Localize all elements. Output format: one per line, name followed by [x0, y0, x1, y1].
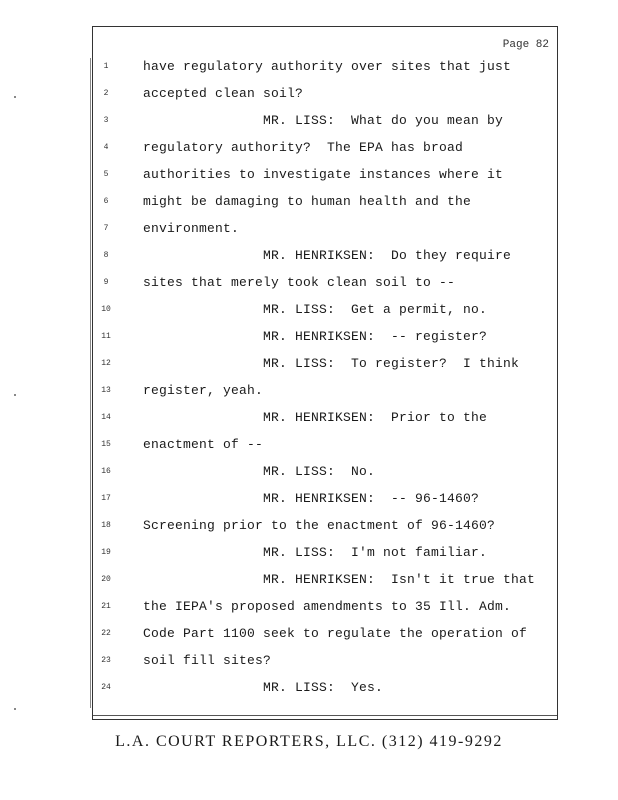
line-text: sites that merely took clean soil to -- [143, 275, 456, 290]
transcript-line [93, 464, 557, 491]
scan-speck [14, 96, 16, 98]
line-text: the IEPA's proposed amendments to 35 Ill. Adm. [143, 599, 512, 614]
line-number: 13 [101, 386, 111, 395]
page-number: Page 82 [502, 39, 549, 51]
line-number: 19 [101, 548, 111, 557]
line-number: 7 [103, 224, 109, 233]
line-number: 21 [101, 602, 111, 611]
line-text: register, yeah. [143, 383, 264, 398]
line-text: accepted clean soil? [143, 86, 304, 101]
scan-speck [14, 394, 16, 396]
transcript-line [93, 221, 557, 248]
transcript-line [93, 113, 557, 140]
transcript-line [93, 302, 557, 329]
margin-rule [90, 58, 91, 708]
line-number: 1 [103, 62, 109, 71]
transcript-line [93, 599, 557, 626]
line-text: MR. HENRIKSEN: Prior to the [143, 410, 488, 425]
transcript-line [93, 59, 557, 86]
line-number: 22 [101, 629, 111, 638]
line-number: 9 [103, 278, 109, 287]
line-text: might be damaging to human health and the [143, 194, 472, 209]
line-text: MR. LISS: Yes. [143, 680, 384, 695]
transcript-line [93, 626, 557, 653]
line-number: 23 [101, 656, 111, 665]
transcript-line [93, 167, 557, 194]
transcript-line [93, 572, 557, 599]
line-text: MR. HENRIKSEN: Do they require [143, 248, 512, 263]
line-text: soil fill sites? [143, 653, 272, 668]
transcript-line [93, 437, 557, 464]
transcript-line [93, 518, 557, 545]
line-number: 20 [101, 575, 111, 584]
scan-speck [14, 708, 16, 710]
line-text: Code Part 1100 seek to regulate the operation of [143, 626, 528, 641]
transcript-line [93, 653, 557, 680]
transcript-line [93, 329, 557, 356]
line-text: MR. LISS: I'm not familiar. [143, 545, 488, 560]
bottom-rule [93, 715, 557, 716]
transcript-line [93, 680, 557, 707]
line-text: MR. LISS: To register? I think [143, 356, 520, 371]
transcript-line [93, 545, 557, 572]
line-number: 4 [103, 143, 109, 152]
transcript-line [93, 275, 557, 302]
line-text: enactment of -- [143, 437, 264, 452]
line-text: Screening prior to the enactment of 96-1460? [143, 518, 496, 533]
line-text: MR. HENRIKSEN: -- 96-1460? [143, 491, 480, 506]
line-number: 11 [101, 332, 111, 341]
line-text: authorities to investigate instances where it [143, 167, 504, 182]
line-number: 6 [103, 197, 109, 206]
transcript-line [93, 383, 557, 410]
line-number: 2 [103, 89, 109, 98]
line-text: regulatory authority? The EPA has broad [143, 140, 464, 155]
line-text: MR. LISS: What do you mean by [143, 113, 504, 128]
transcript-line [93, 194, 557, 221]
line-number: 8 [103, 251, 109, 260]
transcript-line [93, 140, 557, 167]
line-text: MR. LISS: Get a permit, no. [143, 302, 488, 317]
line-text: MR. LISS: No. [143, 464, 376, 479]
line-number: 14 [101, 413, 111, 422]
line-number: 12 [101, 359, 111, 368]
line-number: 17 [101, 494, 111, 503]
line-number: 5 [103, 170, 109, 179]
transcript-page [92, 26, 558, 720]
line-number: 10 [101, 305, 111, 314]
line-text: have regulatory authority over sites that just [143, 59, 512, 74]
transcript-line [93, 248, 557, 275]
court-reporter-footer: L.A. COURT REPORTERS, LLC. (312) 419-9292 [115, 733, 503, 750]
line-number: 15 [101, 440, 111, 449]
transcript-line [93, 356, 557, 383]
transcript-line [93, 491, 557, 518]
line-number: 24 [101, 683, 111, 692]
line-text: environment. [143, 221, 240, 236]
line-number: 18 [101, 521, 111, 530]
transcript-line [93, 410, 557, 437]
line-text: MR. HENRIKSEN: Isn't it true that [143, 572, 536, 587]
line-number: 16 [101, 467, 111, 476]
transcript-line [93, 86, 557, 113]
line-number: 3 [103, 116, 109, 125]
line-text: MR. HENRIKSEN: -- register? [143, 329, 488, 344]
